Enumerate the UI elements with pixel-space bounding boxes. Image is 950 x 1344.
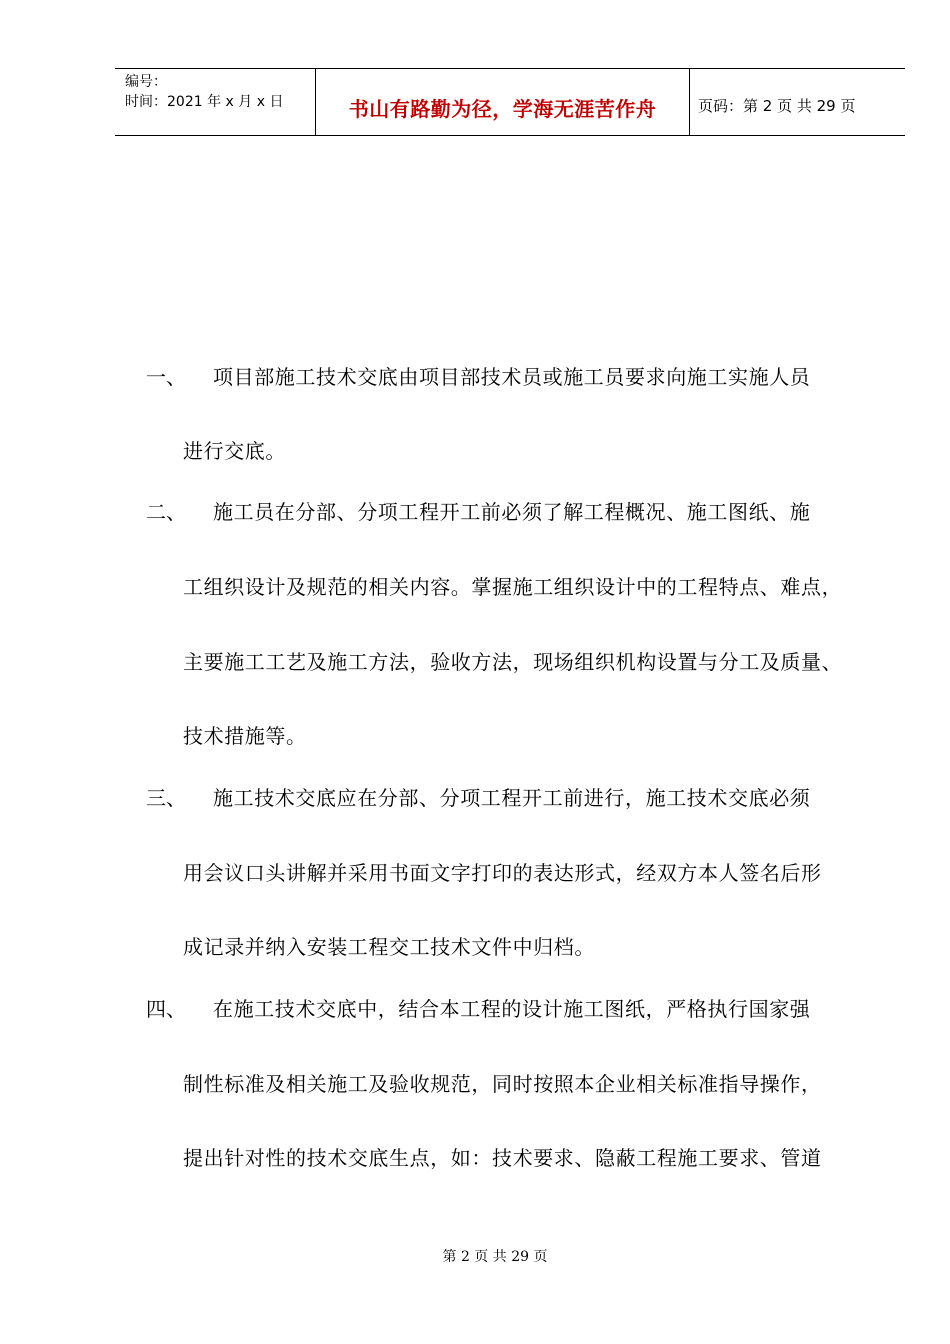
item-number-2: 二、 <box>146 500 186 524</box>
document-number-label: 编号： <box>125 74 167 90</box>
item-2-line-2: 工组织设计及规范的相关内容。掌握施工组织设计中的工程特点、难点， <box>183 575 843 599</box>
item-2-line-3: 主要施工工艺及施工方法，验收方法，现场组织机构设置与分工及质量、 <box>183 650 843 674</box>
item-3-line-3: 成记录并纳入安装工程交工技术文件中归档。 <box>183 935 595 959</box>
header-motto-cell <box>316 69 690 135</box>
item-number-4: 四、 <box>146 997 186 1021</box>
item-2-line-1: 施工员在分部、分项工程开工前必须了解工程概况、施工图纸、施 <box>213 500 811 524</box>
header-page-info: 页码：第 2 页 共 29 页 <box>698 97 856 115</box>
item-1-line-1: 项目部施工技术交底由项目部技术员或施工员要求向施工实施人员 <box>213 365 811 389</box>
item-1-line-2: 进行交底。 <box>183 439 286 463</box>
item-3-line-1: 施工技术交底应在分部、分项工程开工前进行，施工技术交底必须 <box>213 786 811 810</box>
item-3-line-2: 用会议口头讲解并采用书面文字打印的表达形式，经双方本人签名后形 <box>183 861 822 885</box>
item-2-line-4: 技术措施等。 <box>183 724 307 748</box>
item-4-line-2: 制性标准及相关施工及验收规范，同时按照本企业相关标准指导操作， <box>183 1072 822 1096</box>
item-4-line-1: 在施工技术交底中，结合本工程的设计施工图纸，严格执行国家强 <box>213 997 811 1021</box>
page-header <box>115 68 905 136</box>
header-motto: 书山有路勤为径，学海无涯苦作舟 <box>348 97 657 121</box>
page-footer: 第 2 页 共 29 页 <box>442 1249 548 1265</box>
document-time-label: 时间：2021 年 x 月 x 日 <box>125 94 284 110</box>
header-meta-cell <box>115 69 316 135</box>
item-number-3: 三、 <box>146 786 186 810</box>
item-number-1: 一、 <box>146 365 186 389</box>
item-4-line-3: 提出针对性的技术交底生点，如：技术要求、隐蔽工程施工要求、管道 <box>183 1146 822 1170</box>
header-page-cell <box>690 69 905 135</box>
